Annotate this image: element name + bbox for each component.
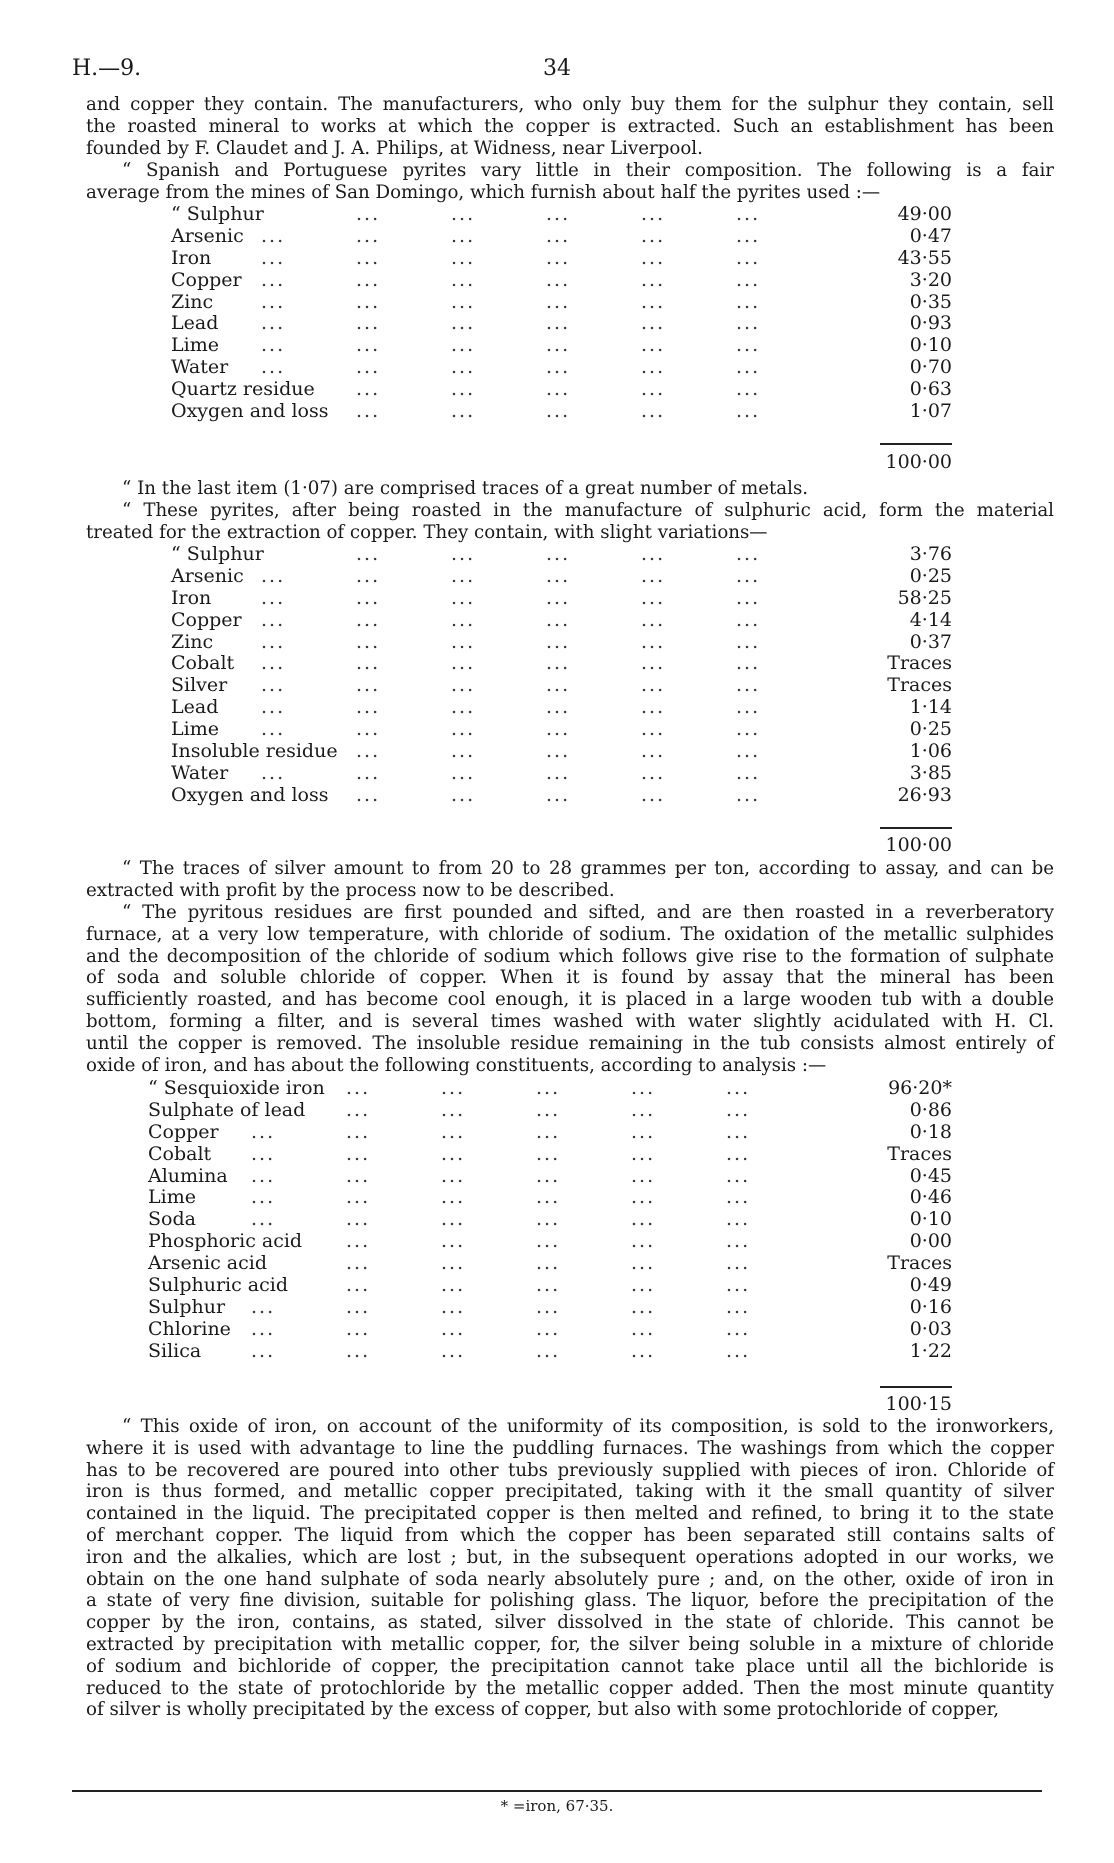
constituent-value: 3·85 <box>909 761 952 784</box>
text-line: obtain on the one hand sulphate of soda nearly absolutely pure ; and, on the other, oxide of iron in <box>86 1568 1054 1590</box>
constituent-name: Arsenic acid <box>148 1252 268 1275</box>
text-line: of soda and soluble chloride of copper. When it is found by assay that the mineral has been <box>86 967 1054 989</box>
table-row: Lead ... ... ... ... ... ... 1·14 <box>171 696 952 719</box>
constituent-value: 0·16 <box>909 1295 952 1318</box>
paragraph-process <box>86 902 1054 1076</box>
text-line: sufficiently roasted, and has become cool enough, it is placed in a large wooden tub with a double <box>86 989 1054 1011</box>
text-line: average from the mines of San Domingo, which furnish about half the pyrites used :— <box>86 181 881 203</box>
paragraph-oxide-of-iron <box>86 1416 1054 1721</box>
table-row: Copper ... ... ... ... ... ... 4·14 <box>171 608 952 631</box>
constituent-name: Lime <box>171 718 219 741</box>
constituent-name: Sulphate of lead <box>148 1098 306 1121</box>
constituent-name: Arsenic <box>171 564 244 587</box>
text-line: copper by the iron, contains, as stated, silver dissolved in the state of chloride. This cannot be <box>86 1612 1054 1634</box>
footnote-rule <box>72 1790 1042 1792</box>
constituent-value: Traces <box>887 1252 952 1275</box>
text-line: “ Spanish and Portuguese pyrites vary little in their composition. The following is a fair <box>122 160 1054 181</box>
constituent-name: Cobalt <box>148 1142 212 1165</box>
text-line: has to be recovered are poured into other tubs previously supplied with pieces of iron. Chloride of <box>86 1459 1054 1481</box>
text-line: and copper they contain. The manufacturers, who only buy them for the sulphur they contain, sell <box>86 94 1054 115</box>
table-row: Zinc ... ... ... ... ... ... 0·37 <box>171 630 952 653</box>
constituent-name: “ Sulphur <box>171 203 264 225</box>
table-total: 100·00 <box>885 834 952 856</box>
table-row: Lime ... ... ... ... ... ... 0·46 <box>148 1186 952 1209</box>
table-row: Zinc ... ... ... ... ... ... 0·35 <box>171 290 952 313</box>
table-row: Copper ... ... ... ... ... ... 0·18 <box>148 1120 952 1143</box>
constituent-name: “ Sulphur <box>171 543 264 565</box>
table-row: Arsenic ... ... ... ... ... ... 0·47 <box>171 224 952 247</box>
table-row: Arsenic acid ... ... ... ... ... Traces <box>148 1252 952 1275</box>
table-row: Copper ... ... ... ... ... ... 3·20 <box>171 268 952 291</box>
constituent-value: 1·14 <box>909 696 952 719</box>
constituent-value: 0·25 <box>909 564 952 587</box>
constituent-value: 49·00 <box>897 203 952 225</box>
table-row: Silver ... ... ... ... ... ... Traces <box>171 674 952 697</box>
table-row: Lime ... ... ... ... ... ... 0·25 <box>171 718 952 741</box>
constituent-name: Silver <box>171 674 228 697</box>
constituent-name: Soda <box>148 1208 196 1231</box>
constituent-value: 1·07 <box>909 400 952 423</box>
table-row: Water ... ... ... ... ... ... 0·70 <box>171 356 952 379</box>
constituent-name: Water <box>171 761 229 784</box>
constituent-name: Oxygen and loss <box>171 783 329 806</box>
constituent-name: Alumina <box>148 1164 228 1187</box>
page-number: 34 <box>543 56 571 81</box>
table-row: Sulphur ... ... ... ... ... ... 0·16 <box>148 1295 952 1318</box>
text-line: iron and the alkalies, which are lost ; but, in the subsequent operations adopted in our works, we <box>86 1546 1054 1568</box>
table-row: Alumina ... ... ... ... ... ... 0·45 <box>148 1164 952 1187</box>
paragraph-roasted-pyrites <box>86 500 1054 544</box>
text-line: oxide of iron, and has about the following constituents, according to analysis :— <box>86 1054 827 1076</box>
composition-table-residue <box>148 1078 956 1363</box>
table-row: Quartz residue ... ... ... ... ... 0·63 <box>171 378 952 401</box>
constituent-name: Lead <box>171 696 219 719</box>
constituent-value: 0·37 <box>909 630 952 653</box>
constituent-value: 0·45 <box>909 1164 952 1187</box>
paragraph-silver-traces <box>86 858 1054 902</box>
constituent-value: 43·55 <box>897 246 952 269</box>
constituent-value: 0·18 <box>909 1120 952 1143</box>
text-line: where it is used with advantage to line the puddling furnaces. The washings from which the copper <box>86 1437 1054 1459</box>
table-row: Sulphuric acid ... ... ... ... ... 0·49 <box>148 1274 952 1297</box>
text-line: treated for the extraction of copper. They contain, with slight variations— <box>86 521 768 543</box>
table-total: 100·15 <box>885 1393 952 1415</box>
text-line: “ These pyrites, after being roasted in the manufacture of sulphuric acid, form the material <box>122 500 1054 521</box>
table-row: “ Sesquioxide iron ... ... ... ... ... 96·20* <box>148 1077 952 1099</box>
composition-table-pyrites <box>171 204 956 423</box>
text-line: contained in the liquid. The precipitated copper is then melted and refined, to bring it to the state <box>86 1503 1054 1525</box>
constituent-value: 4·14 <box>909 608 952 631</box>
text-line: “ This oxide of iron, on account of the uniformity of its composition, is sold to the ironworkers, <box>122 1416 1054 1437</box>
text-line: until the copper is removed. The insoluble residue remaining in the tub consists almost entirely of <box>86 1032 1054 1054</box>
constituent-name: Arsenic <box>171 224 244 247</box>
constituent-value: 0·03 <box>909 1317 952 1340</box>
text-line: extracted by precipitation with metallic copper, for, the silver being soluble in a mixture of chloride <box>86 1633 1054 1655</box>
constituent-value: 0·35 <box>909 290 952 313</box>
text-line: “ In the last item (1·07) are comprised traces of a great number of metals. <box>122 478 809 499</box>
constituent-name: Iron <box>171 586 212 609</box>
constituent-value: 0·10 <box>909 334 952 357</box>
text-line: and the decomposition of the chloride of sodium which follows give rise to the formation of sulphate <box>86 945 1054 967</box>
text-line: extracted with profit by the process now to be described. <box>86 879 615 901</box>
table-row: Lead ... ... ... ... ... ... 0·93 <box>171 312 952 335</box>
table-row: Phosphoric acid ... ... ... ... ... 0·00 <box>148 1230 952 1253</box>
constituent-value: 1·22 <box>909 1339 952 1362</box>
constituent-name: Zinc <box>171 290 214 313</box>
text-line: of merchant copper. The liquid from which the copper has been separated still contains salts of <box>86 1524 1054 1546</box>
constituent-name: Copper <box>148 1120 219 1143</box>
text-line: iron is thus formed, and metallic copper precipitated, taking with it the small quantity of silver <box>86 1481 1054 1503</box>
constituent-value: 0·46 <box>909 1186 952 1209</box>
constituent-value: 0·63 <box>909 378 952 401</box>
paragraph-spanish-pyrites <box>86 160 1054 204</box>
constituent-value: 1·06 <box>909 740 952 763</box>
table-row: Chlorine ... ... ... ... ... ... 0·03 <box>148 1317 952 1340</box>
constituent-value: 26·93 <box>897 783 952 806</box>
constituent-value: 0·70 <box>909 356 952 379</box>
text-line: the roasted mineral to works at which the copper is extracted. Such an establishment has been <box>86 115 1054 137</box>
running-header: H.—9. <box>72 56 142 81</box>
constituent-name: Quartz residue <box>171 378 315 401</box>
table-row: Iron ... ... ... ... ... ... 43·55 <box>171 246 952 269</box>
table-row: Water ... ... ... ... ... ... 3·85 <box>171 761 952 784</box>
constituent-name: Copper <box>171 608 242 631</box>
constituent-value: 0·47 <box>909 224 952 247</box>
constituent-name: Sulphuric acid <box>148 1274 289 1297</box>
constituent-value: 3·20 <box>909 268 952 291</box>
table-row: Cobalt ... ... ... ... ... ... Traces <box>171 652 952 675</box>
text-line: bottom, forming a filter, and is several times washed with water slightly acidulated with H. Cl. <box>86 1010 1054 1032</box>
constituent-value: 0·93 <box>909 312 952 335</box>
table-row: Cobalt ... ... ... ... ... ... Traces <box>148 1142 952 1165</box>
constituent-name: Lime <box>148 1186 196 1209</box>
table-row: Sulphate of lead ... ... ... ... ... 0·86 <box>148 1098 952 1121</box>
paragraph-last-item <box>86 478 1054 500</box>
constituent-value: 3·76 <box>909 543 952 565</box>
constituent-name: Silica <box>148 1339 202 1362</box>
table-row: Oxygen and loss ... ... ... ... ... 26·93 <box>171 783 952 806</box>
table-row: Arsenic ... ... ... ... ... ... 0·25 <box>171 564 952 587</box>
constituent-value: 96·20* <box>888 1077 952 1099</box>
constituent-value: 0·49 <box>909 1274 952 1297</box>
table-total: 100·00 <box>885 451 952 473</box>
paragraph-intro <box>86 94 1054 159</box>
text-line: of sodium and bichloride of copper, the precipitation cannot take place until all the bichloride is <box>86 1655 1054 1677</box>
sum-rule <box>880 443 952 445</box>
table-row: Soda ... ... ... ... ... ... 0·10 <box>148 1208 952 1231</box>
constituent-name: Copper <box>171 268 242 291</box>
text-line: furnace, at a very low temperature, with chloride of sodium. The oxidation of the metallic sulphides <box>86 923 1054 945</box>
constituent-value: Traces <box>887 1142 952 1165</box>
constituent-name: Lime <box>171 334 219 357</box>
constituent-name: “ Sesquioxide iron <box>148 1077 325 1099</box>
sum-rule <box>880 827 952 829</box>
constituent-name: Zinc <box>171 630 214 653</box>
constituent-value: 0·86 <box>909 1098 952 1121</box>
constituent-name: Lead <box>171 312 219 335</box>
sum-rule <box>880 1386 952 1388</box>
text-line: of silver is wholly precipitated by the excess of copper, but also with some protochloride of copper, <box>86 1699 1000 1721</box>
constituent-name: Phosphoric acid <box>148 1230 303 1253</box>
constituent-value: 0·10 <box>909 1208 952 1231</box>
text-line: a state of very fine division, suitable for polishing glass. The liquor, before the precipitation of the <box>86 1590 1054 1612</box>
constituent-value: Traces <box>887 674 952 697</box>
table-row: “ Sulphur ... ... ... ... ... 3·76 <box>171 543 952 565</box>
constituent-name: Oxygen and loss <box>171 400 329 423</box>
table-row: Silica ... ... ... ... ... ... 1·22 <box>148 1339 952 1362</box>
table-row: Oxygen and loss ... ... ... ... ... 1·07 <box>171 400 952 423</box>
constituent-value: Traces <box>887 652 952 675</box>
constituent-value: 0·25 <box>909 718 952 741</box>
table-row: Iron ... ... ... ... ... ... 58·25 <box>171 586 952 609</box>
constituent-value: 58·25 <box>897 586 952 609</box>
table-row: Lime ... ... ... ... ... ... 0·10 <box>171 334 952 357</box>
table-row: “ Sulphur ... ... ... ... ... 49·00 <box>171 203 952 225</box>
constituent-name: Cobalt <box>171 652 235 675</box>
composition-table-roasted <box>171 544 956 807</box>
text-line: reduced to the state of protochloride by the metallic copper added. Then the most minute quantity <box>86 1677 1054 1699</box>
constituent-name: Sulphur <box>148 1295 226 1318</box>
constituent-name: Insoluble residue <box>171 740 338 763</box>
text-line: “ The pyritous residues are first pounded and sifted, and are then roasted in a reverberatory <box>122 902 1054 923</box>
table-row: Insoluble residue ... ... ... ... ... 1·06 <box>171 740 952 763</box>
constituent-value: 0·00 <box>909 1230 952 1253</box>
constituent-name: Water <box>171 356 229 379</box>
footnote: * =iron, 67·35. <box>500 1797 614 1815</box>
constituent-name: Iron <box>171 246 212 269</box>
constituent-name: Chlorine <box>148 1317 231 1340</box>
text-line: “ The traces of silver amount to from 20 to 28 grammes per ton, according to assay, and can be <box>122 858 1054 879</box>
text-line: founded by F. Claudet and J. A. Philips, at Widness, near Liverpool. <box>86 137 703 159</box>
